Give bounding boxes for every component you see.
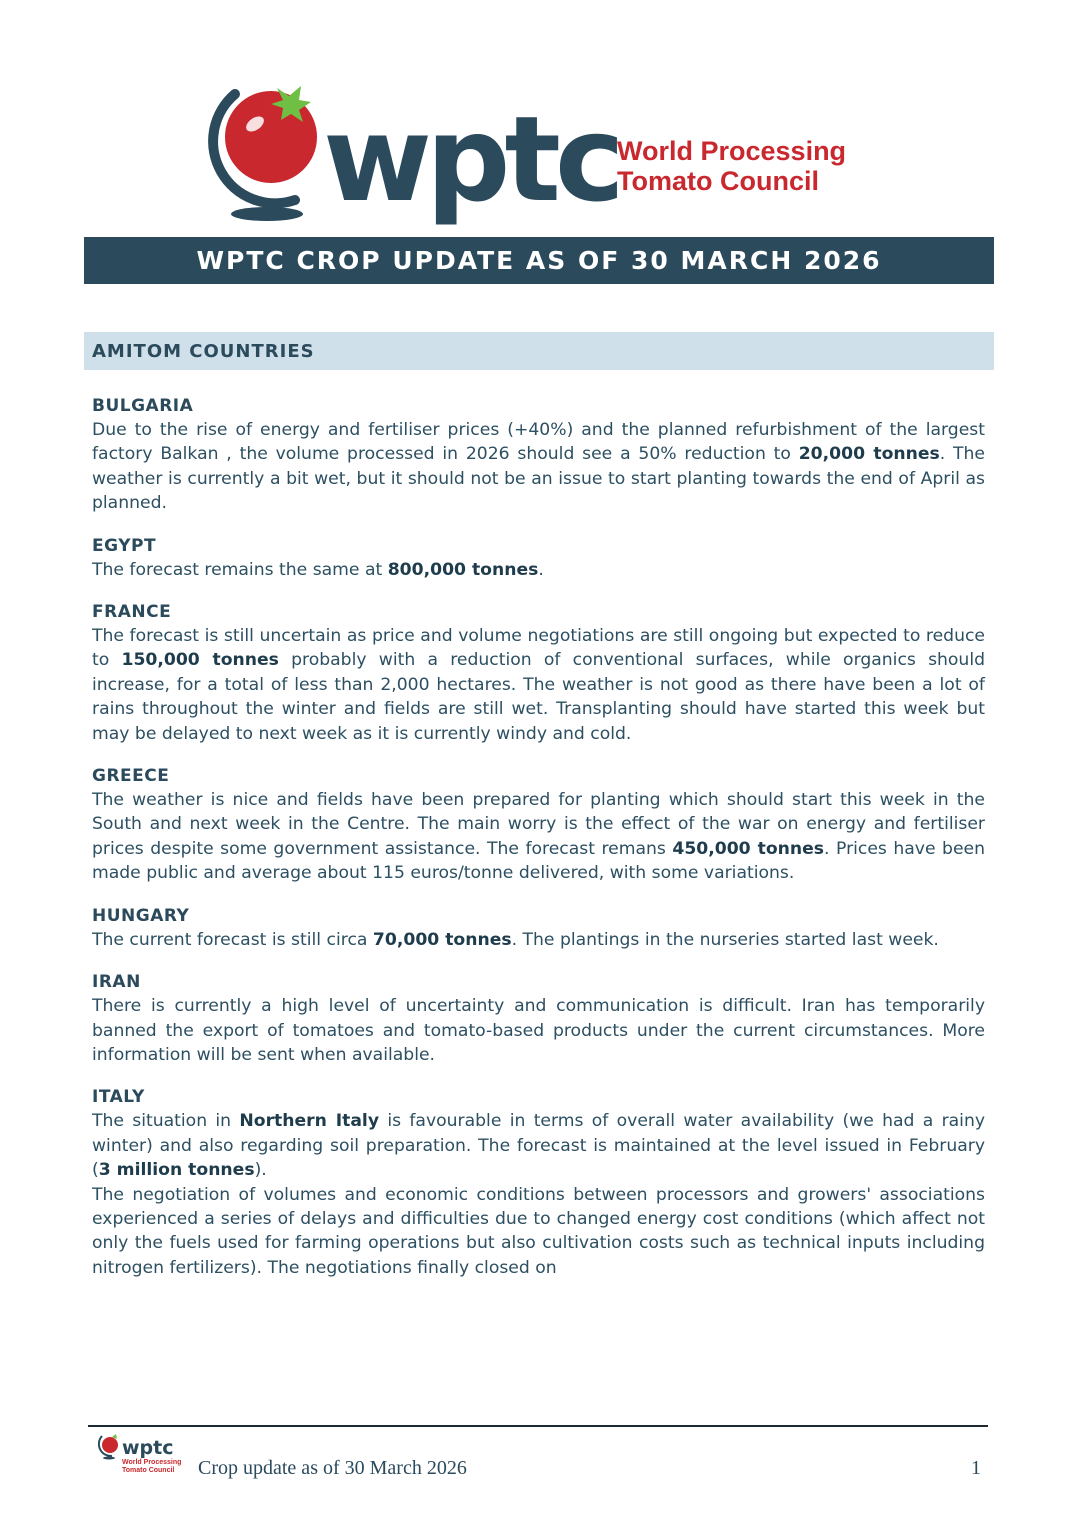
country-section xyxy=(92,600,985,746)
globe-tomato-icon xyxy=(213,86,317,221)
section-heading: AMITOM COUNTRIES xyxy=(84,332,994,370)
highlight-figure: 3 million tonnes xyxy=(98,1160,255,1181)
text-run: is favourable in terms of overall water availability (we had a rainy winter) and also regarding soil preparation. The forecast is maintained at the level issued in February ( xyxy=(92,1111,986,1181)
country-section xyxy=(92,970,985,1067)
country-paragraph xyxy=(92,418,985,516)
country-name: ITALY xyxy=(92,1087,145,1108)
text-run: ). xyxy=(254,1160,267,1181)
footer-divider xyxy=(88,1425,988,1427)
highlight-figure: 70,000 tonnes xyxy=(372,929,512,950)
country-list xyxy=(92,394,985,1298)
country-section xyxy=(92,764,985,886)
footer-logo-graphic xyxy=(98,1432,182,1478)
text-run: The situation in xyxy=(92,1111,240,1132)
country-paragraph xyxy=(92,1109,985,1182)
country-name: IRAN xyxy=(92,972,141,993)
footer-logo-line2: Tomato Council xyxy=(122,1467,175,1474)
text-run: The weather is nice and fields have been prepared for planting which should start this week in the South and next week in the Centre. The main worry is the effect of the war on energy and fertiliser prices despite some government assistance. The forecast remans xyxy=(92,790,985,859)
country-paragraph xyxy=(92,788,985,886)
country-paragraph xyxy=(92,624,985,746)
country-paragraph xyxy=(92,1183,985,1281)
country-paragraph xyxy=(92,928,985,952)
wptc-logo xyxy=(205,82,885,227)
country-section xyxy=(92,534,985,582)
highlight-figure: 20,000 tonnes xyxy=(798,444,940,465)
text-run: The current forecast is still circa xyxy=(92,929,373,950)
text-run: The negotiation of volumes and economic conditions between processors and growers' associations experienced a series of delays and difficulties due to changed energy cost conditions (which affect not only the fuels used for farming operations but also cultivation costs such as technical inputs including nitrogen fertilizers). The negotiations finally closed on xyxy=(92,1184,985,1278)
country-paragraph xyxy=(92,994,985,1067)
text-run: There is currently a high level of uncertainty and communication is difficult. Iran has temporarily banned the export of tomatoes and tomato-based products under the current circumstances. More information will be sent when available. xyxy=(92,996,985,1065)
country-name: GREECE xyxy=(92,766,170,787)
page-title: WPTC CROP UPDATE AS OF 30 MARCH 2026 xyxy=(84,237,994,284)
logo-name-line2: Tomato Council xyxy=(617,166,819,196)
text-run: probably with a reduction of conventional surfaces, while organics should increase, for a total of less than 2,000 hectares. The weather is not good as there have been a lot of rains throughout the winter and fields are still wet. Transplanting should have started this week but may be delayed to next week as it is currently windy and cold. xyxy=(92,650,986,744)
country-paragraph xyxy=(92,558,985,582)
footer-logo-wordmark: wptc xyxy=(122,1437,174,1459)
text-run: Due to the rise of energy and fertiliser prices (+40%) and the planned refurbishment of the largest factory Balkan , the volume processed in 2026 should see a 50% reduction to xyxy=(92,420,985,465)
country-name: BULGARIA xyxy=(92,396,194,416)
footer-text: Crop update as of 30 March 2026 xyxy=(198,1457,467,1479)
highlight-figure: 450,000 tonnes xyxy=(672,838,825,859)
footer-logo-line1: World Processing xyxy=(122,1459,182,1466)
text-run: . Prices have been made public and average about 115 euros/tonne delivered, with some variations. xyxy=(92,838,985,884)
footer-globe-tomato-icon xyxy=(99,1434,118,1460)
logo-wordmark: wptc xyxy=(323,90,619,227)
country-section xyxy=(92,394,985,516)
highlight-figure: 800,000 tonnes xyxy=(387,559,539,580)
country-name: EGYPT xyxy=(92,535,157,556)
text-run: . The plantings in the nurseries started last week. xyxy=(511,929,939,950)
footer-logo xyxy=(98,1432,182,1478)
country-name: HUNGARY xyxy=(92,905,190,926)
wptc-logo-graphic xyxy=(205,82,885,227)
highlight-figure: 150,000 tonnes xyxy=(121,650,279,671)
page-number: 1 xyxy=(971,1457,981,1479)
country-name: FRANCE xyxy=(92,602,172,623)
country-section xyxy=(92,904,985,952)
text-run: The forecast is still uncertain as price and volume negotiations are still ongoing but expected to reduce to xyxy=(92,626,985,671)
text-run: The forecast remains the same at xyxy=(92,559,388,580)
highlight-figure: Northern Italy xyxy=(239,1111,380,1132)
logo-name-line1: World Processing xyxy=(617,136,847,166)
country-section xyxy=(92,1085,985,1280)
text-run: . xyxy=(538,559,544,580)
text-run: . The weather is currently a bit wet, but it should not be an issue to start planting towards the end of April as planned. xyxy=(92,444,985,514)
